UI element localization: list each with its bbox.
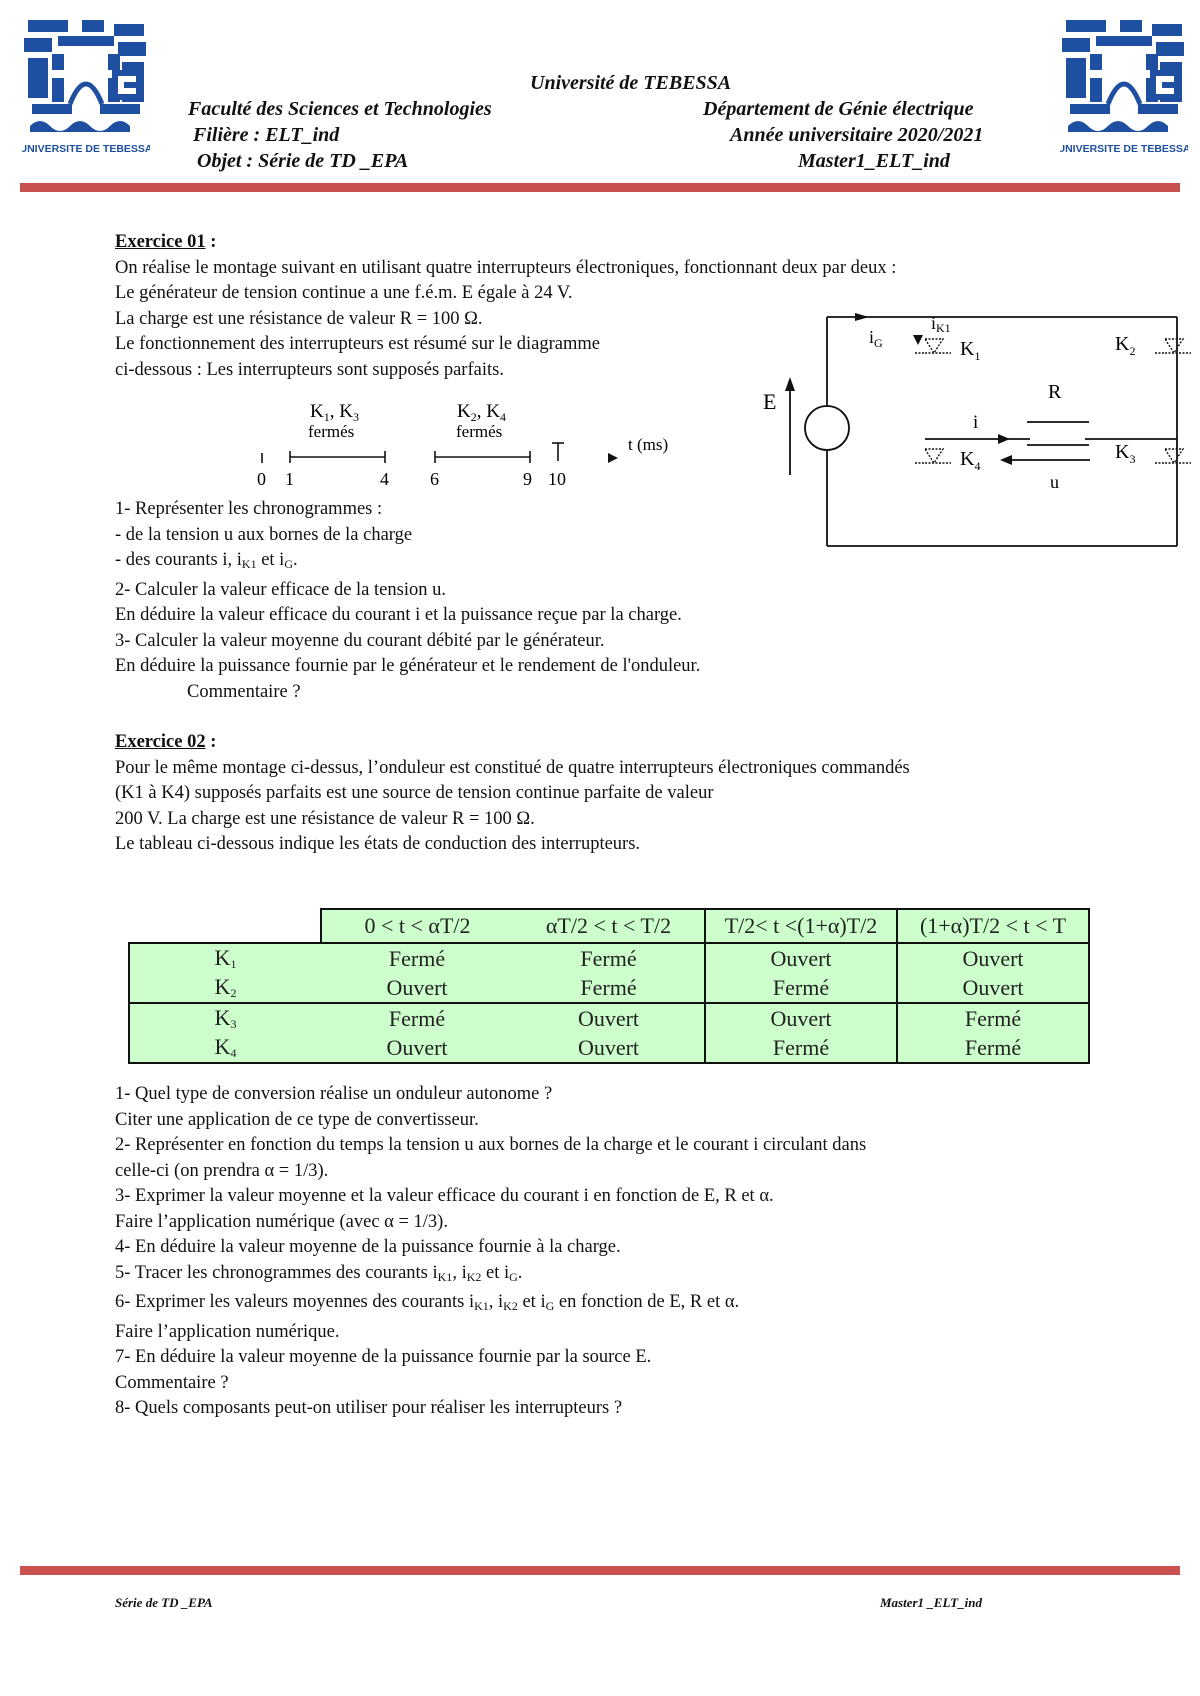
ex1-line: Le générateur de tension continue a une f.é.m. E égale à 24 V. [115, 283, 573, 303]
ex1-q2: 2- Calculer la valeur efficace de la tension u. [115, 579, 446, 600]
timeline-ferme-1: fermés [308, 422, 355, 441]
timeline-k1k3: $K_1$, $K_3$ [310, 401, 359, 424]
header-rule [20, 183, 1180, 192]
table-cell: Fermé [705, 1033, 897, 1063]
label-K3: $K_3$ [1115, 441, 1136, 466]
ex2-question-5: 5- Tracer les chronogrammes des courants $i_{K1}$, $i_{K2}$ et $i_G$. [115, 1262, 523, 1284]
tick-label-1: 1 [285, 469, 294, 489]
label-K1: $K_1$ [960, 338, 981, 363]
switch-k1-icon [915, 339, 951, 353]
ex2-question: 2- Représenter en fonction du temps la tension u aux bornes de la charge et le courant i circulant dans [115, 1135, 867, 1155]
logo-caption-right: UNIVERSITE DE TEBESSA [1060, 143, 1188, 155]
ex1-line: ci-dessous : Les interrupteurs sont supposés parfaits. [115, 359, 504, 380]
header-object: Objet : Série de TD _EPA [197, 150, 409, 172]
table-header: 0 < t < αT/2 [321, 909, 513, 943]
label-K4: $K_4$ [960, 448, 981, 473]
header-level: Master1_ELT_ind [798, 150, 950, 172]
ex2-question: Citer une application de ce type de convertisseur. [115, 1109, 479, 1130]
ex2-question: 3- Exprimer la valeur moyenne et la valeur efficace du courant i en fonction de E, R et α. [115, 1186, 774, 1206]
switch-state-table [128, 908, 1090, 1064]
ex2-question: Commentaire ? [115, 1372, 229, 1393]
tick-label-6: 6 [430, 469, 439, 489]
table-cell: Fermé [321, 943, 513, 973]
table-header: αT/2 < t < T/2 [513, 909, 705, 943]
table-header-row [129, 909, 1089, 943]
timeline-diagram [240, 395, 700, 495]
table-cell: Fermé [513, 943, 705, 973]
university-logo-left [22, 14, 150, 164]
table-cell: Ouvert [513, 1003, 705, 1033]
footer-left: Série de TD _EPA [115, 1595, 213, 1610]
tick-label-10: 10 [548, 469, 566, 489]
table-cell: Ouvert [321, 973, 513, 1003]
header-faculty: Faculté des Sciences et Technologies [188, 98, 492, 120]
table-cell: Ouvert [705, 1003, 897, 1033]
ex2-line: (K1 à K4) supposés parfaits est une source de tension continue parfaite de valeur [115, 783, 714, 803]
table-row [129, 973, 1089, 1003]
ex1-q3: 3- Calculer la valeur moyenne du courant débité par le générateur. [115, 630, 605, 651]
ex2-question: 7- En déduire la valeur moyenne de la puissance fournie par la source E. [115, 1347, 652, 1367]
table-cell: Fermé [897, 1033, 1089, 1063]
switch-k3-icon [1155, 449, 1191, 463]
row-label: $K_2$ [129, 973, 321, 1003]
header-filiere: Filière : ELT_ind [193, 124, 340, 146]
footer-right: Master1 _ELT_ind [880, 1595, 982, 1610]
table-cell: Fermé [897, 1003, 1089, 1033]
inverter-circuit [745, 305, 1195, 555]
logo-caption: UNIVERSITE DE TEBESSA [22, 143, 150, 155]
table-cell: Fermé [513, 973, 705, 1003]
exercise-02 [115, 730, 910, 858]
table-cell: Fermé [705, 973, 897, 1003]
ex2-line: Pour le même montage ci-dessus, l’onduleur est constitué de quatre interrupteurs électroniques commandés [115, 757, 910, 778]
ex2-line: 200 V. La charge est une résistance de valeur R = 100 Ω. [115, 808, 535, 829]
table-row [129, 1033, 1089, 1063]
table-row [129, 1003, 1089, 1033]
timeline-ferme-2: fermés [456, 422, 503, 441]
ex2-question: 8- Quels composants peut-on utiliser pour réaliser les interrupteurs ? [115, 1398, 623, 1418]
label-i: i [973, 412, 979, 433]
ex2-question: 1- Quel type de conversion réalise un onduleur autonome ? [115, 1084, 553, 1104]
table-header: (1+α)T/2 < t < T [897, 909, 1089, 943]
table-cell: Ouvert [321, 1033, 513, 1063]
ex1-q1: 1- Représenter les chronogrammes : [115, 499, 383, 519]
row-label: $K_1$ [129, 943, 321, 973]
exercise-01-questions [115, 497, 700, 705]
university-logo-right [1060, 14, 1188, 164]
ex1-q2b: En déduire la valeur efficace du courant i et la puissance reçue par la charge. [115, 605, 682, 625]
ex2-question-6: 6- Exprimer les valeurs moyennes des courants $i_{K1}$, $i_{K2}$ et $i_G$ en fonction de E, R et α. [115, 1292, 740, 1313]
switch-k4-icon [915, 449, 951, 463]
table-cell: Ouvert [897, 943, 1089, 973]
header-year: Année universitaire 2020/2021 [730, 124, 984, 146]
label-u: u [1050, 472, 1059, 492]
ex1-line: La charge est une résistance de valeur R = 100 Ω. [115, 308, 483, 329]
table-cell: Ouvert [705, 943, 897, 973]
row-label: $K_3$ [129, 1003, 321, 1033]
tick-label-9: 9 [523, 469, 532, 489]
header-university: Université de TEBESSA [530, 72, 732, 94]
ex1-q3b: En déduire la puissance fournie par le générateur et le rendement de l'onduleur. [115, 656, 701, 676]
label-E: E [763, 389, 777, 414]
table-header: T/2< t <(1+α)T/2 [705, 909, 897, 943]
ex1-q1a: - de la tension u aux bornes de la charge [115, 524, 413, 545]
exercise-02-title: Exercice 02 : [115, 732, 217, 752]
ex2-question: Faire l’application numérique. [115, 1321, 340, 1342]
footer-rule [20, 1566, 1180, 1575]
exercise-01-title: Exercice 01 : [115, 232, 217, 252]
ex1-q3c: Commentaire ? [187, 681, 301, 702]
row-label: $K_4$ [129, 1033, 321, 1063]
table-row [129, 943, 1089, 973]
label-iK1: iK1 [931, 313, 951, 335]
ex1-line: On réalise le montage suivant en utilisant quatre interrupteurs électroniques, fonctionnant deux par deux : [115, 257, 897, 278]
axis-arrow-icon [608, 453, 618, 463]
label-K2: $K_2$ [1115, 333, 1136, 358]
exercise-02-questions [115, 1082, 866, 1422]
timeline-axis-label: t (ms) [628, 435, 669, 454]
ex2-question: 4- En déduire la valeur moyenne de la puissance fournie à la charge. [115, 1237, 621, 1257]
ex2-line: Le tableau ci-dessous indique les états de conduction des interrupteurs. [115, 834, 641, 854]
ex1-line: Le fonctionnement des interrupteurs est résumé sur le diagramme [115, 334, 600, 354]
table-cell: Ouvert [897, 973, 1089, 1003]
ex1-q1b: - des courants i, $i_{K1}$ et $i_G$. [115, 550, 298, 571]
label-R: R [1048, 381, 1062, 403]
ex2-question: celle-ci (on prendra α = 1/3). [115, 1160, 329, 1181]
header-department: Département de Génie électrique [703, 98, 974, 120]
table-cell: Fermé [321, 1003, 513, 1033]
label-iG: $i_G$ [869, 327, 883, 350]
tick-label-4: 4 [380, 469, 389, 489]
table-cell: Ouvert [513, 1033, 705, 1063]
timeline-k2k4: $K_2$, $K_4$ [457, 401, 506, 424]
voltage-source [805, 406, 849, 450]
switch-k2-icon [1155, 339, 1191, 353]
tick-label-0: 0 [257, 469, 266, 489]
ex2-question: Faire l’application numérique (avec α = 1/3). [115, 1211, 448, 1232]
